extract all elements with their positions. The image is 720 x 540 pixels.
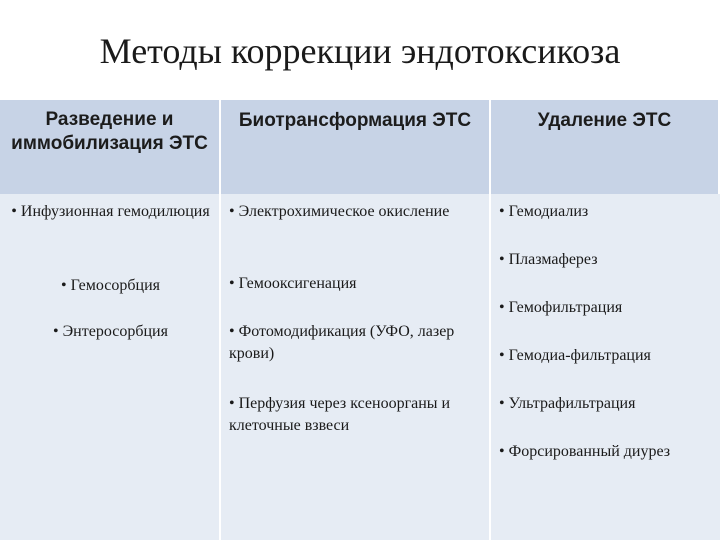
list-item: • Энтеросорбция	[53, 323, 168, 340]
list-item: • Инфузионная гемодилюция	[11, 203, 210, 220]
list-item: • Перфузия через ксеноорганы и клеточные взвеси	[229, 395, 451, 434]
list-item: • Гемодиализ	[499, 203, 589, 220]
column-header-removal: Удаление ЭТС	[491, 100, 720, 194]
list-item: • Гемодиа-фильтрация	[499, 347, 651, 364]
list-item: • Форсированный диурез	[499, 443, 671, 460]
list-item: • Ультрафильтрация	[499, 395, 636, 412]
column-header-biotransformation: Биотрансформация ЭТС	[221, 100, 491, 194]
list-item: • Электрохимическое окисление	[229, 203, 450, 220]
slide-title: Методы коррекции эндотоксикоза	[99, 31, 621, 71]
list-item: • Гемофильтрация	[499, 299, 623, 316]
list-item: • Гемооксигенация	[229, 275, 357, 292]
column-removal	[491, 194, 720, 540]
column-dilution	[0, 194, 221, 540]
methods-table	[0, 100, 720, 540]
column-biotransformation	[221, 194, 491, 540]
list-item: • Гемосорбция	[61, 277, 160, 294]
list-item: • Фотомодификация (УФО, лазер крови)	[229, 323, 455, 362]
list-item: • Плазмаферез	[499, 251, 598, 268]
column-header-dilution: Разведение и иммобилизация ЭТС	[0, 100, 221, 194]
